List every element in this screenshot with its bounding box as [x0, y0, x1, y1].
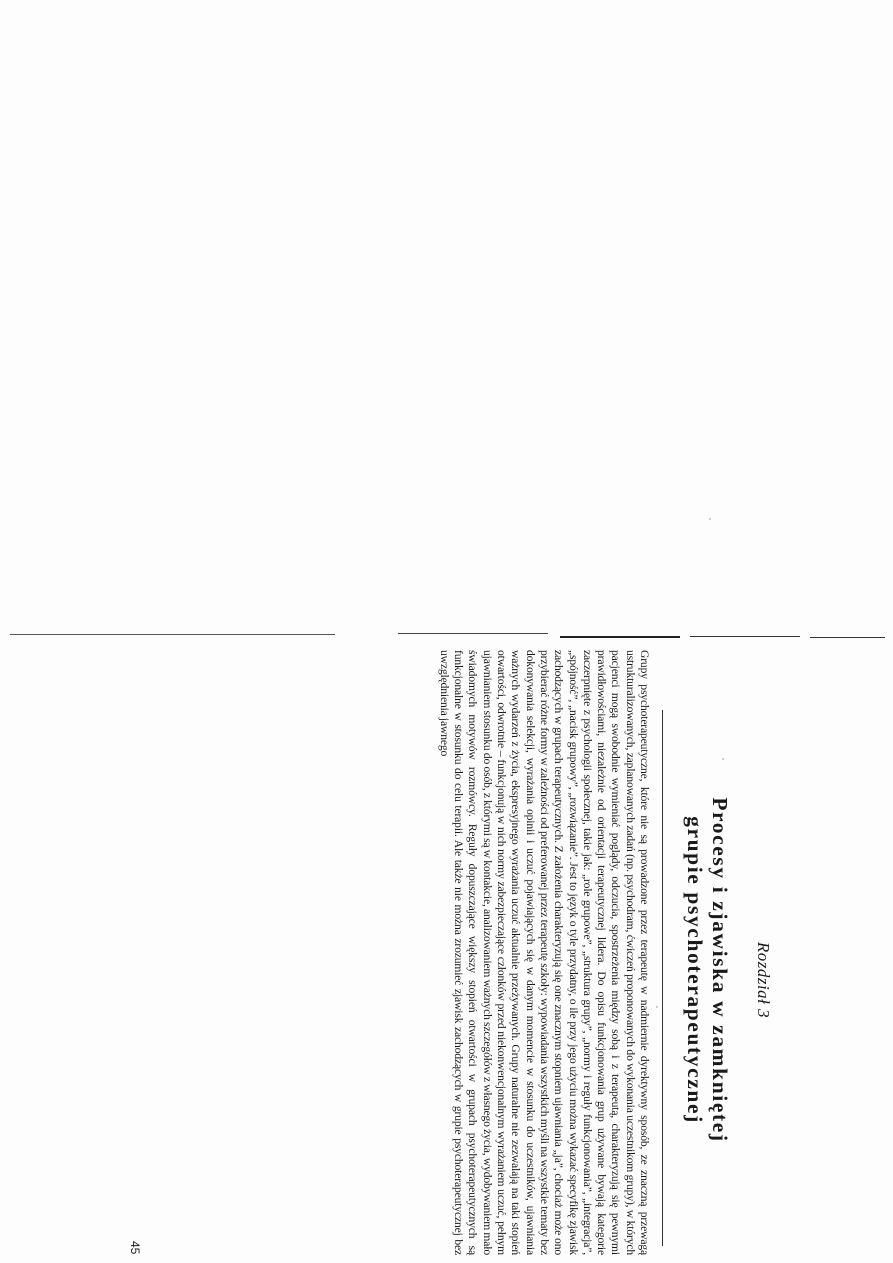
chapter-label: Rozdział 3: [754, 941, 773, 1019]
scan-speck: [709, 518, 711, 520]
chapter-title-line-2: grupie psychoterapeutycznej: [683, 816, 707, 1124]
fold-line: [10, 634, 335, 635]
body-paragraph: Grupy psychoterapeutyczne, które nie są prowadzone przez terapeutę w nadmiernie dyrektywny sposób, ze znaczną przewagą ustrukturalizowanych, zaplanowanych zadań (np. psychodram, ćwiczeń proponowanych do wykonania uczestnikom grupy), w których pacjenci mogą swobodnie wymieniać poglądy, odczucia, spostrzeżenia między sobą i z terapeutą, charakteryzują się pewnymi prawidłowościami, niezależnie od orientacji terapeutycznej lidera. Do opisu funkcjonowania grup używane bywają kategorie zaczerpnięte z psychologii społecznej, takie jak: „role grupowe”, „struktura grupy”, „normy i reguły funkcjonowania”, „integracja”, „spójność”, „nacisk grupowy”, „rozwiązanie”. Jest to język o tyle przydatny, o ile przy jego użyciu można wykazać specyfikę zjawisk zachodzących w grupach terapeutycznych. Z założenia charakteryzują się one znacznym stopniem ujawniania „ja”, chociaż może ono przybierać różne formy w zależności od preferowanej przez terapeutę szkoły: wypowiadania wszystkich myśli na wszystkie tematy bez dokonywania selekcji, wyrażania opinii i uczuć pojawiających się w danym momencie w stosunku do uczestników, ujawniania ważnych wydarzeń z życia, ekspresyjnego wyrażania uczuć aktualnie przeżywanych. Grupy naturalne nie zezwalają na taki stopień otwartości, odwrotnie – funkcjonują w nich normy zabezpieczające członków przed niekonwencjonalnym wyrażaniem uczuć, pełnym ujawnianiem stosunku do osób, z którymi są w kontakcie, analizowaniem ważnych szczegółów z własnego życia, wydobywaniem mało świadomych motywów rozmówcy. Reguły dopuszczające większy stopień otwartości w grupach psychoterapeutycznych są funkcjonalne w stosunku do celu terapii. Ale także nie można zrozumieć zjawisk zachodzących w grupie psychoterapeutycznej bez uwzględnienia jawnego: [437, 650, 651, 1255]
chapter-title-line-1: Procesy i zjawiska w zamkniętej: [708, 797, 732, 1143]
chapter-title: [682, 710, 732, 1230]
rotated-text-block: [130, 650, 780, 1255]
title-divider: [662, 710, 663, 1246]
fold-line: [690, 636, 800, 637]
fold-line: [810, 637, 885, 638]
fold-line: [398, 633, 548, 634]
page-number: 45: [128, 1241, 142, 1255]
fold-line: [560, 636, 680, 638]
